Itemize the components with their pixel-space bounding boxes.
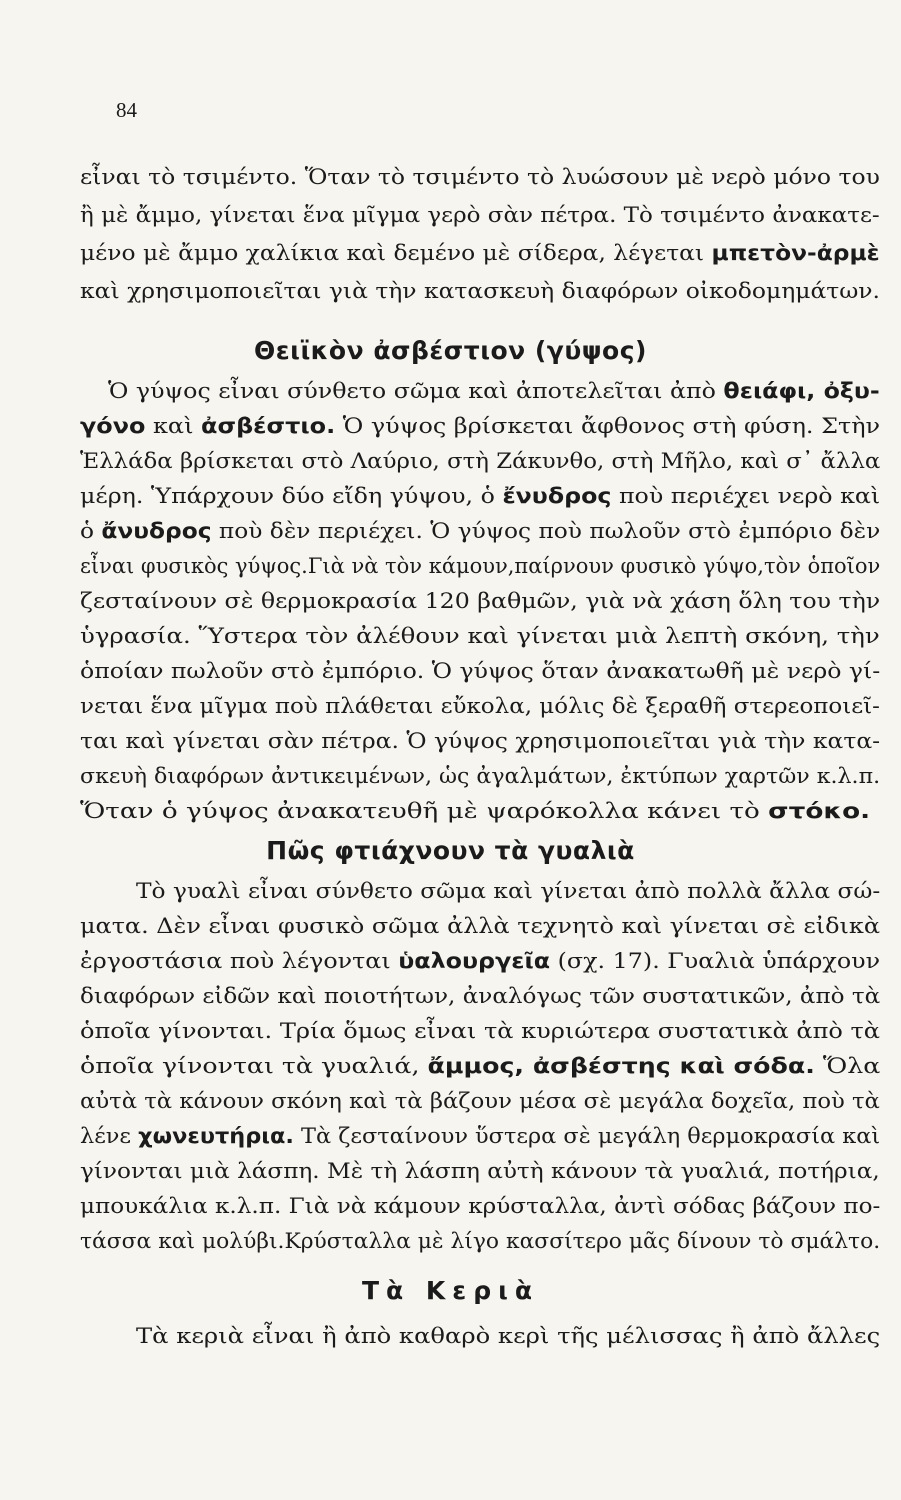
text-line: ὁ ἄνυδρος ποὺ δὲν περιέχει. Ὁ γύψος ποὺ πωλοῦν στὸ ἐμπόριο δὲν <box>80 519 881 543</box>
text-line: Ὅταν ὁ γύψος ἀνακατευθῆ μὲ ψαρόκολλα κάνει τὸ στόκο. <box>80 799 871 823</box>
text-line: ὁποίαν πωλοῦν στὸ ἐμπόριο. Ὁ γύψος ὅταν ἀνακατωθῆ μὲ νερὸ γί- <box>80 659 881 683</box>
bold-term: χωνευτήρια. <box>138 1124 294 1148</box>
bold-term: γόνο <box>80 414 146 438</box>
bold-term: ἀσβέστιο. <box>201 414 336 438</box>
text-line: διαφόρων εἰδῶν καὶ ποιοτήτων, ἀναλόγως τῶν συστατικῶν, ἀπὸ τὰ <box>80 984 881 1008</box>
section-heading: Θειϊκὸν ἀσβέστιον (γύψος) <box>254 336 647 365</box>
bold-term: μπετὸν-ἀρμὲ <box>711 241 880 265</box>
text-line: ὁποῖα γίνονται. Τρία ὅμως εἶναι τὰ κυριώτερα συστατικὰ ἀπὸ τὰ <box>80 1019 881 1043</box>
text-line: εἶναι τὸ τσιμέντο. Ὅταν τὸ τσιμέντο τὸ λυώσουν μὲ νερὸ μόνο του <box>80 165 880 189</box>
text-line: ζεσταίνουν σὲ θερμοκρασία 120 βαθμῶν, γιὰ νὰ χάση ὅλη του τὴν <box>80 589 881 613</box>
text-line: Τὸ γυαλὶ εἶναι σύνθετο σῶμα καὶ γίνεται ἀπὸ πολλὰ ἄλλα σώ- <box>136 879 881 903</box>
text-line: μένο μὲ ἄμμο χαλίκια καὶ δεμένο μὲ σίδερα, λέγεται μπετὸν-ἀρμὲ <box>80 241 880 265</box>
bold-term: ἄμμος, ἀσβέστης καὶ σόδα. <box>427 1054 815 1078</box>
page-number: 84 <box>116 98 137 122</box>
text-line: σκευὴ διαφόρων ἀντικειμένων, ὡς ἀγαλμάτων, ἐκτύπων χαρτῶν κ.λ.π. <box>80 764 881 788</box>
text-line: μπουκάλια κ.λ.π. Γιὰ νὰ κάμουν κρύσταλλα, ἀντὶ σόδας βάζουν πο- <box>80 1194 881 1218</box>
bold-term: ἄνυδρος <box>101 519 212 543</box>
bold-term: στόκο. <box>768 799 871 823</box>
text-line: ται καὶ γίνεται σὰν πέτρα. Ὁ γύψος χρησιμοποιεῖται γιὰ τὴν κατα- <box>80 729 881 753</box>
text-line: εἶναι φυσικὸς γύψος.Γιὰ νὰ τὸν κάμουν,παίρνουν φυσικὸ γύψο,τὸν ὁποῖον <box>80 554 881 578</box>
text-line: Τὰ κεριὰ εἶναι ἢ ἀπὸ καθαρὸ κερὶ τῆς μέλισσας ἢ ἀπὸ ἄλλες <box>136 1324 881 1348</box>
section-heading: Τὰ Κεριὰ <box>361 1276 540 1305</box>
text-line: αὐτὰ τὰ κάνουν σκόνη καὶ τὰ βάζουν μέσα σὲ μεγάλα δοχεῖα, ποὺ τὰ <box>80 1089 880 1113</box>
bold-term: ὑαλουργεῖα <box>398 949 551 973</box>
text-line: Ἑλλάδα βρίσκεται στὸ Λαύριο, στὴ Ζάκυνθο, στὴ Μῆλο, καὶ σ᾿ ἄλλα <box>80 449 881 473</box>
text-line: νεται ἕνα μῖγμα ποὺ πλάθεται εὔκολα, μόλις δὲ ξεραθῆ στερεοποιεῖ- <box>80 694 880 718</box>
section-heading: Πῶς φτιάχνουν τὰ γυαλιὰ <box>266 836 635 865</box>
text-line: γόνο καὶ ἀσβέστιο. Ὁ γύψος βρίσκεται ἄφθονος στὴ φύση. Στὴν <box>80 414 881 438</box>
text-line: ὑγρασία. Ὕστερα τὸν ἀλέθουν καὶ γίνεται μιὰ λεπτὴ σκόνη, τὴν <box>80 624 880 648</box>
text-line: μέρη. Ὑπάρχουν δύο εἴδη γύψου, ὁ ἔνυδρος ποὺ περιέχει νερὸ καὶ <box>80 484 881 508</box>
text-line: Ὁ γύψος εἶναι σύνθετο σῶμα καὶ ἀποτελεῖται ἀπὸ θειάφι, ὀξυ- <box>108 379 880 403</box>
text-line: καὶ χρησιμοποιεῖται γιὰ τὴν κατασκευὴ διαφόρων οἰκοδομημάτων. <box>80 279 880 303</box>
text-line: ἐργοστάσια ποὺ λέγονται ὑαλουργεῖα (σχ. 17). Γυαλιὰ ὑπάρχουν <box>80 949 881 973</box>
text-line: ἢ μὲ ἄμμο, γίνεται ἕνα μῖγμα γερὸ σὰν πέτρα. Τὸ τσιμέντο ἀνακατε- <box>80 203 880 227</box>
text-line: λένε χωνευτήρια. Τὰ ζεσταίνουν ὕστερα σὲ μεγάλη θερμοκρασία καὶ <box>80 1124 881 1148</box>
text-line: ματα. Δὲν εἶναι φυσικὸ σῶμα ἀλλὰ τεχνητὸ καὶ γίνεται σὲ εἰδικὰ <box>80 914 881 938</box>
text-line: τάσσα καὶ μολύβι.Κρύσταλλα μὲ λίγο κασσίτερο μᾶς δίνουν τὸ σμάλτο. <box>80 1229 881 1253</box>
bold-term: θειάφι, ὀξυ- <box>723 379 880 403</box>
bold-term: ἔνυδρος <box>502 484 612 508</box>
text-line: ὁποῖα γίνονται τὰ γυαλιά, ἄμμος, ἀσβέστης καὶ σόδα. Ὅλα <box>80 1054 881 1078</box>
text-line: γίνονται μιὰ λάσπη. Μὲ τὴ λάσπη αὐτὴ κάνουν τὰ γυαλιά, ποτήρια, <box>80 1159 880 1183</box>
